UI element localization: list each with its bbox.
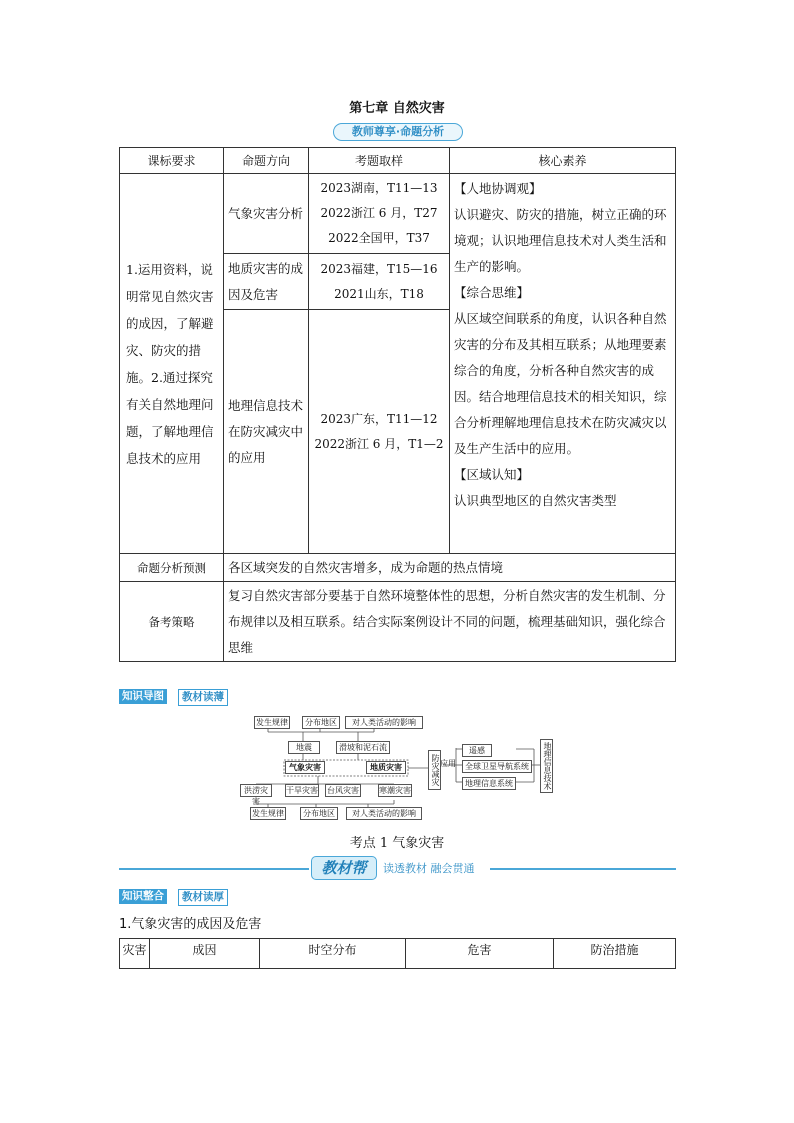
mindmap-node: 发生规律 — [252, 809, 284, 818]
banner-line-left — [119, 868, 309, 870]
mindmap-node: 干旱灾害 — [286, 786, 318, 795]
header-cell: 考题取样 — [309, 148, 450, 174]
mindmap-node: 地震 — [288, 741, 320, 754]
mindmap-node: 对人类活动的影响 — [345, 716, 423, 729]
mindmap-node: 全球卫星导航系统 — [462, 760, 532, 773]
example-cell: 2023湖南，T11—13 2022浙江 6 月，T27 2022全国甲，T37 — [309, 174, 450, 254]
example-cell: 2023福建，T15—16 2021山东，T18 — [309, 254, 450, 310]
section-tag-read-thin: 教材读薄 — [178, 689, 228, 706]
mindmap-node: 寒潮灾害 — [379, 786, 411, 795]
mindmap-node: 分布地区 — [302, 716, 340, 729]
direction-cell: 地质灾害的成因及危害 — [224, 254, 309, 310]
mindmap-node: 分布地区 — [300, 807, 338, 820]
mindmap-node: 台风灾害 — [327, 786, 359, 795]
mindmap-apply-label: 应用 — [440, 759, 456, 768]
mindmap-node-prevention: 防灾减灾 — [428, 750, 441, 790]
direction-cell: 气象灾害分析 — [224, 174, 309, 254]
section-heading: 1.气象灾害的成因及危害 — [119, 917, 262, 932]
teacher-badge: 教师尊享·命题分析 — [333, 123, 463, 141]
table-row — [120, 554, 676, 582]
table-header-row — [120, 148, 676, 174]
section-tag-read-thick: 教材读厚 — [178, 889, 228, 906]
weather-disaster-table — [119, 938, 676, 969]
mindmap-node: 对人类活动的影响 — [346, 807, 422, 820]
textbook-banner-subtitle: 读透教材 融会贯通 — [383, 862, 475, 875]
header-cell: 危害 — [406, 939, 554, 969]
banner-line-right — [490, 868, 676, 870]
mindmap-node: 地理信息系统 — [462, 777, 516, 790]
header-cell: 成因 — [150, 939, 260, 969]
prediction-text: 各区域突发的自然灾害增多，成为命题的热点情境 — [224, 554, 676, 582]
exam-analysis-table — [119, 147, 676, 662]
table-header-row — [120, 939, 676, 969]
header-cell: 灾害 — [120, 939, 150, 969]
core-literacy-cell: 【人地协调观】 认识避灾、防灾的措施，树立正确的环境观；认识地理信息技术对人类生活和生产的影响。 【综合思维】 从区域空间联系的角度，认识各种自然灾害的分布及其相互联系；从地理要素综合的角度，分析各种自然灾害的成因。结合地理信息技术的相关知识，综合分析理解地理信息技术在防灾减灾以及生产生活中的应用。 【区域认知】 认识典型地区的自然灾害类型 — [450, 174, 676, 554]
strategy-label: 备考策略 — [120, 582, 224, 662]
mindmap-node: 发生规律 — [256, 718, 288, 727]
table-row — [120, 582, 676, 662]
textbook-banner: 教材帮 — [311, 856, 377, 880]
prediction-label: 命题分析预测 — [120, 554, 224, 582]
header-cell: 核心素养 — [450, 148, 676, 174]
direction-cell: 地理信息技术在防灾减灾中的应用 — [224, 310, 309, 554]
mindmap-node: 遥感 — [462, 744, 492, 757]
mindmap-node: 滑坡和泥石流 — [336, 741, 390, 754]
example-cell: 2023广东，T11—12 2022浙江 6 月，T1—2 — [309, 310, 450, 554]
header-cell: 命题方向 — [224, 148, 309, 174]
section-tag-knowledge-map: 知识导图 — [119, 689, 167, 704]
section-tag-knowledge-integration: 知识整合 — [119, 889, 167, 904]
page-title: 第七章 自然灾害 — [349, 101, 445, 116]
header-cell: 防治措施 — [554, 939, 676, 969]
strategy-text: 复习自然灾害部分要基于自然环境整体性的思想，分析自然灾害的发生机制、分布规律以及相互联系。结合实际案例设计不同的问题，梳理基础知识，强化综合思维 — [224, 582, 676, 662]
header-cell: 时空分布 — [260, 939, 406, 969]
table-row — [120, 174, 676, 254]
mindmap-node-weather: 气象灾害 — [285, 761, 325, 774]
requirement-cell: 1.运用资料，说明常见自然灾害的成因，了解避灾、防灾的措施。2.通过探究有关自然地理问题，了解地理信息技术的应用 — [120, 174, 224, 554]
header-cell: 课标要求 — [120, 148, 224, 174]
mindmap-node-gis: 地理信息技术 — [540, 739, 553, 793]
mindmap-node-geology: 地质灾害 — [366, 761, 406, 774]
exam-point-heading: 考点 1 气象灾害 — [349, 836, 445, 851]
mindmap-node: 洪涝灾害 — [240, 784, 272, 797]
